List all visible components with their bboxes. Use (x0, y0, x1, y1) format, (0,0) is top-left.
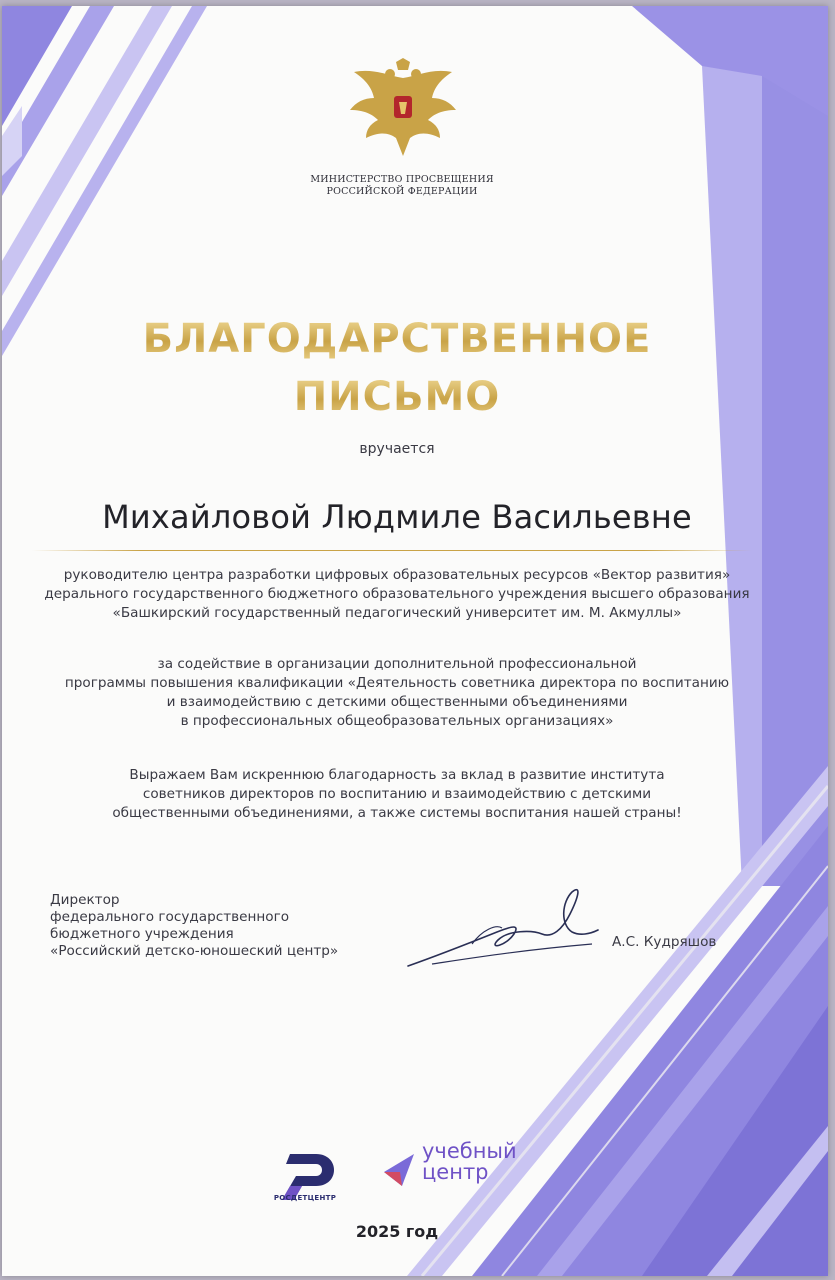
ministry-line-2: РОССИЙСКОЙ ФЕДЕРАЦИИ (326, 186, 478, 197)
ministry-line-1: МИНИСТЕРСТВО ПРОСВЕЩЕНИЯ (310, 174, 494, 185)
paragraph-line: общественными объединениями, а также системы воспитания нашей страны! (112, 805, 682, 821)
paragraph-line: и взаимодействию с детскими общественными объединениями (166, 694, 628, 710)
certificate-sheet (2, 6, 828, 1276)
training-center-logo-icon (380, 1150, 418, 1190)
paragraph-line: за содействие в организации дополнительной профессиональной (157, 656, 637, 672)
signer-name: А.С. Кудряшов (612, 934, 717, 950)
paragraph-line: руководителю центра разработки цифровых образовательных ресурсов «Вектор развития» (63, 567, 731, 583)
paragraph-line: в профессиональных общеобразовательных организациях» (180, 713, 614, 729)
handwritten-signature (402, 884, 602, 974)
double-headed-eagle-emblem-icon (344, 58, 462, 168)
year-label: 2025 год (355, 1222, 439, 1241)
rosdetcentr-logo-text: РОСДЕТЦЕНТР (273, 1194, 337, 1202)
reason-paragraph (2, 655, 792, 731)
title-line-1: БЛАГОДАРСТВЕННОЕ (2, 316, 792, 362)
signer-line: «Российский детско-юношеский центр» (50, 943, 339, 959)
recipient-name: Михайловой Людмиле Васильевне (102, 498, 692, 536)
paragraph-line: Выражаем Вам искреннюю благодарность за вклад в развитие института (129, 767, 665, 783)
signer-line: Директор (50, 892, 120, 908)
ministry-name (262, 174, 542, 198)
presented-label: вручается (359, 441, 435, 457)
signer-line: федерального государственного (50, 909, 290, 925)
title-line-2: ПИСЬМО (2, 374, 792, 420)
logo-line-2: центр (422, 1160, 489, 1184)
signer-title (50, 892, 338, 960)
logo-line-1: учебный (422, 1139, 517, 1163)
gratitude-paragraph (2, 766, 792, 823)
gold-divider (32, 550, 752, 551)
paragraph-line: дерального государственного бюджетного образовательного учреждения высшего образования (44, 586, 750, 602)
paragraph-line: «Башкирский государственный педагогический университет им. М. Акмуллы» (112, 605, 682, 621)
paragraph-line: программы повышения квалификации «Деятельность советника директора по воспитанию (64, 675, 730, 691)
training-center-logo-text (422, 1141, 517, 1183)
recipient-position (2, 566, 792, 623)
signer-line: бюджетного учреждения (50, 926, 234, 942)
paragraph-line: советников директоров по воспитанию и взаимодействию с детскими (142, 786, 652, 802)
